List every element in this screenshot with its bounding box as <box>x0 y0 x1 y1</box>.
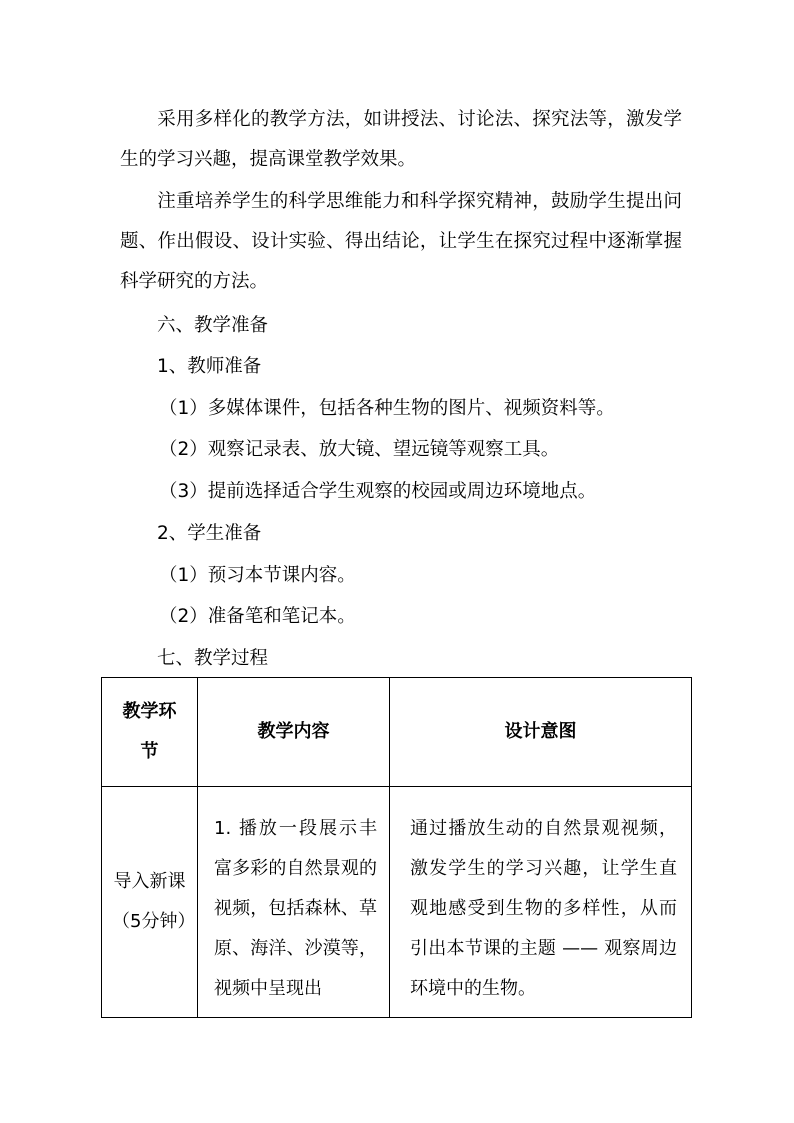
student-prep-heading: 2、学生准备 <box>157 523 262 544</box>
teacher-prep-item: （3）提前选择适合学生观察的校园或周边环境地点。 <box>159 481 597 502</box>
teacher-prep-heading: 1、教师准备 <box>157 356 262 377</box>
header-stage <box>102 678 198 787</box>
header-content <box>198 678 390 787</box>
section-seven-heading: 七、教学过程 <box>157 648 269 669</box>
cell-content-text: 1. 播放一段展示丰富多彩的自然景观的视频，包括森林、草原、海洋、沙漠等，视频中呈现出 <box>214 817 377 999</box>
cell-stage-text: 导入新课（5分钟） <box>112 871 196 932</box>
header-stage-text: 教学环节 <box>122 701 177 762</box>
student-prep-item: （2）准备笔和笔记本。 <box>159 606 356 627</box>
paragraph-scientific-thinking-text: 注重培养学生的科学思维能力和科学探究精神，鼓励学生提出问题、作出假设、设计实验、得出结论，让学生在探究过程中逐渐掌握科学研究的方法。 <box>120 191 682 292</box>
teaching-process-table <box>101 677 692 1018</box>
paragraph-teaching-methods <box>120 100 682 180</box>
teacher-prep-item: （2）观察记录表、放大镜、望远镜等观察工具。 <box>159 439 560 460</box>
paragraph-teaching-methods-text: 采用多样化的教学方法，如讲授法、讨论法、探究法等，激发学生的学习兴趣，提高课堂教学效果。 <box>120 109 682 170</box>
table-header-row <box>102 678 692 787</box>
header-intent-text: 设计意图 <box>504 721 577 742</box>
paragraph-scientific-thinking <box>120 182 682 302</box>
section-six-heading: 六、教学准备 <box>157 315 269 336</box>
cell-intent-text: 通过播放生动的自然景观视频，激发学生的学习兴趣，让学生直观地感受到生物的多样性，从而引出本节课的主题 —— 观察周边环境中的生物。 <box>410 817 677 999</box>
teacher-prep-item: （1）多媒体课件，包括各种生物的图片、视频资料等。 <box>159 398 615 419</box>
cell-content <box>198 787 390 1018</box>
cell-intent <box>390 787 692 1018</box>
table-row <box>102 787 692 1018</box>
student-prep-item: （1）预习本节课内容。 <box>159 565 356 586</box>
cell-stage <box>102 787 198 1018</box>
header-intent <box>390 678 692 787</box>
header-content-text: 教学内容 <box>257 721 330 742</box>
